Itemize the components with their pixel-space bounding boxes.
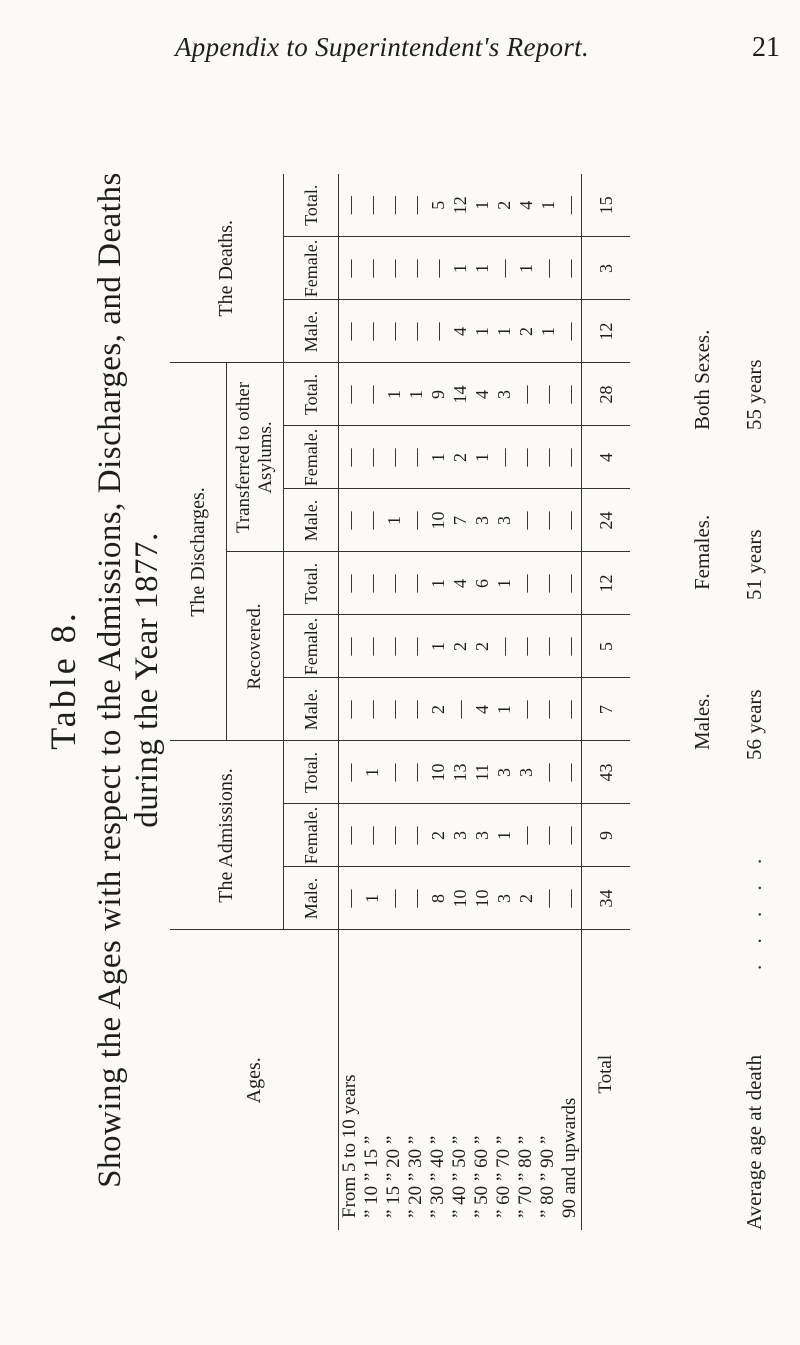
table-row bbox=[537, 174, 559, 1230]
table-cell: 12 bbox=[449, 174, 471, 237]
table-cell: 1 bbox=[493, 678, 515, 741]
table-cell: — bbox=[339, 489, 362, 552]
total-cell: 5 bbox=[582, 615, 631, 678]
table-cell: — bbox=[361, 804, 383, 867]
table-cell: 1 bbox=[405, 363, 427, 426]
table-cell: 1 bbox=[427, 426, 449, 489]
table-cell: 2 bbox=[427, 804, 449, 867]
table-cell: 1 bbox=[515, 237, 537, 300]
discharges-header: The Discharges. bbox=[170, 363, 227, 741]
table-cell: — bbox=[339, 804, 362, 867]
table-row bbox=[405, 174, 427, 1230]
table-cell: — bbox=[537, 489, 559, 552]
table-cell: — bbox=[383, 678, 405, 741]
table-body bbox=[339, 174, 631, 1230]
table-cell: — bbox=[559, 804, 582, 867]
table-cell: — bbox=[405, 678, 427, 741]
table-cell: — bbox=[361, 615, 383, 678]
males-value: 56 years bbox=[742, 689, 766, 760]
table-cell: 1 bbox=[471, 426, 493, 489]
table-cell: 14 bbox=[449, 363, 471, 426]
table-cell: 2 bbox=[449, 426, 471, 489]
females-header: Females. bbox=[690, 514, 714, 590]
age-range: ” 40 ” 50 ” bbox=[449, 1135, 470, 1218]
total-cell: 7 bbox=[582, 678, 631, 741]
transferred-header: Transferred to other Asylums. bbox=[227, 363, 284, 552]
table-cell: — bbox=[559, 237, 582, 300]
males-header: Males. bbox=[690, 693, 714, 750]
table-cell: — bbox=[537, 426, 559, 489]
table-cell: 8 bbox=[427, 867, 449, 930]
table-cell: 3 bbox=[515, 741, 537, 804]
table-cell: 13 bbox=[449, 741, 471, 804]
age-range: From 5 to 10 years bbox=[339, 1074, 360, 1218]
total-cell: 9 bbox=[582, 804, 631, 867]
table-cell: — bbox=[559, 552, 582, 615]
col-male: Male. bbox=[284, 300, 339, 363]
age-range: ” 50 ” 60 ” bbox=[471, 1135, 492, 1218]
table-cell: 11 bbox=[471, 741, 493, 804]
table-cell: — bbox=[361, 237, 383, 300]
table-cell: — bbox=[339, 678, 362, 741]
table-cell: 4 bbox=[515, 174, 537, 237]
table-cell: — bbox=[361, 363, 383, 426]
table-row bbox=[515, 174, 537, 1230]
age-range: ” 10 ” 15 ” bbox=[361, 1135, 382, 1218]
table-cell: — bbox=[493, 237, 515, 300]
table-cell: 1 bbox=[493, 552, 515, 615]
rotated-table-region bbox=[0, 60, 800, 1300]
table-cell: — bbox=[559, 867, 582, 930]
table-cell: — bbox=[361, 489, 383, 552]
table-cell: 2 bbox=[449, 615, 471, 678]
table-cell: 1 bbox=[383, 489, 405, 552]
age-range: ” 30 ” 40 ” bbox=[427, 1135, 448, 1218]
table-cell: 3 bbox=[471, 489, 493, 552]
table-cell: — bbox=[427, 300, 449, 363]
table-cell: — bbox=[449, 678, 471, 741]
table-row bbox=[383, 174, 405, 1230]
table-cell: — bbox=[383, 300, 405, 363]
table-cell: 10 bbox=[427, 489, 449, 552]
age-range: ” 60 ” 70 ” bbox=[493, 1135, 514, 1218]
table-cell: 1 bbox=[471, 237, 493, 300]
table-cell: — bbox=[559, 300, 582, 363]
total-label: Total bbox=[582, 930, 631, 1230]
table-cell: — bbox=[361, 174, 383, 237]
table-cell: — bbox=[383, 804, 405, 867]
deaths-header: The Deaths. bbox=[170, 174, 284, 363]
table-cell: — bbox=[515, 615, 537, 678]
table-cell: — bbox=[405, 552, 427, 615]
table-cell: — bbox=[537, 867, 559, 930]
table-row bbox=[471, 174, 493, 1230]
table-cell: — bbox=[405, 426, 427, 489]
table-cell: — bbox=[405, 615, 427, 678]
table-row bbox=[559, 174, 582, 1230]
total-cell: 12 bbox=[582, 300, 631, 363]
col-male: Male. bbox=[284, 489, 339, 552]
table-cell: — bbox=[405, 804, 427, 867]
age-range: ” 80 ” 90 ” bbox=[537, 1135, 558, 1218]
table-cell: 10 bbox=[471, 867, 493, 930]
table-cell: 3 bbox=[493, 741, 515, 804]
col-male: Male. bbox=[284, 678, 339, 741]
table-cell: — bbox=[537, 678, 559, 741]
table-cell: — bbox=[383, 426, 405, 489]
table-cell: 1 bbox=[471, 174, 493, 237]
table-cell: — bbox=[493, 426, 515, 489]
table-cell: — bbox=[339, 552, 362, 615]
table-cell: — bbox=[405, 867, 427, 930]
table-cell: 4 bbox=[449, 552, 471, 615]
table-cell: — bbox=[537, 363, 559, 426]
table-cell: 1 bbox=[361, 741, 383, 804]
total-cell: 4 bbox=[582, 426, 631, 489]
table-cell: — bbox=[537, 741, 559, 804]
total-cell: 12 bbox=[582, 552, 631, 615]
table-cell: — bbox=[405, 237, 427, 300]
table-row bbox=[427, 174, 449, 1230]
total-row bbox=[582, 174, 631, 1230]
table-row bbox=[493, 174, 515, 1230]
table-cell: 3 bbox=[493, 867, 515, 930]
table-cell: — bbox=[383, 174, 405, 237]
table-row bbox=[339, 174, 362, 1230]
table-cell: — bbox=[559, 489, 582, 552]
table-cell: — bbox=[383, 741, 405, 804]
table-cell: — bbox=[339, 300, 362, 363]
table-cell: — bbox=[361, 552, 383, 615]
total-cell: 24 bbox=[582, 489, 631, 552]
col-total: Total. bbox=[284, 174, 339, 237]
table-cell: 3 bbox=[493, 489, 515, 552]
table-cell: — bbox=[405, 300, 427, 363]
table-cell: 1 bbox=[493, 804, 515, 867]
table-cell: — bbox=[405, 489, 427, 552]
page-number: 21 bbox=[752, 32, 780, 63]
table-cell: 6 bbox=[471, 552, 493, 615]
table-cell: 1 bbox=[449, 237, 471, 300]
table-cell: — bbox=[361, 426, 383, 489]
table-caption: Showing the Ages with respect to the Admissions, Discharges, and Deaths during the Year 1877. bbox=[92, 172, 165, 1188]
table-cell: 4 bbox=[449, 300, 471, 363]
table-cell: 1 bbox=[427, 552, 449, 615]
table-cell: 1 bbox=[361, 867, 383, 930]
table-cell: — bbox=[559, 426, 582, 489]
table-label: Table 8. bbox=[43, 610, 83, 750]
recovered-header: Recovered. bbox=[227, 552, 284, 741]
table-8 bbox=[0, 60, 800, 1300]
table-cell: — bbox=[537, 552, 559, 615]
col-total: Total. bbox=[284, 741, 339, 804]
col-female: Female. bbox=[284, 804, 339, 867]
table-cell: — bbox=[537, 237, 559, 300]
table-cell: — bbox=[537, 804, 559, 867]
total-cell: 3 bbox=[582, 237, 631, 300]
table-cell: — bbox=[559, 615, 582, 678]
table-cell: 1 bbox=[537, 300, 559, 363]
table-cell: — bbox=[559, 363, 582, 426]
table-cell: 1 bbox=[537, 174, 559, 237]
age-range: 90 and upwards bbox=[559, 1097, 580, 1218]
running-title: Appendix to Superintendent's Report. bbox=[175, 32, 589, 62]
table-cell: — bbox=[361, 300, 383, 363]
table-cell: — bbox=[515, 489, 537, 552]
both-sexes-value: 55 years bbox=[742, 359, 766, 430]
table-cell: — bbox=[515, 363, 537, 426]
table-cell: — bbox=[493, 615, 515, 678]
table-cell: 2 bbox=[427, 678, 449, 741]
table-cell: 2 bbox=[515, 300, 537, 363]
ages-header: Ages. bbox=[170, 930, 339, 1230]
females-value: 51 years bbox=[742, 529, 766, 600]
col-female: Female. bbox=[284, 237, 339, 300]
table-row bbox=[361, 174, 383, 1230]
total-cell: 34 bbox=[582, 867, 631, 930]
table-cell: — bbox=[339, 237, 362, 300]
admissions-header: The Admissions. bbox=[170, 741, 284, 930]
col-total: Total. bbox=[284, 552, 339, 615]
table-cell: 5 bbox=[427, 174, 449, 237]
table-cell: — bbox=[405, 174, 427, 237]
col-female: Female. bbox=[284, 426, 339, 489]
total-cell: 28 bbox=[582, 363, 631, 426]
table-cell: — bbox=[515, 552, 537, 615]
table-cell: — bbox=[383, 615, 405, 678]
table-cell: — bbox=[383, 237, 405, 300]
total-cell: 15 bbox=[582, 174, 631, 237]
table-cell: — bbox=[339, 363, 362, 426]
table-cell: — bbox=[559, 174, 582, 237]
age-range: ” 15 ” 20 ” bbox=[383, 1135, 404, 1218]
table-cell: 9 bbox=[427, 363, 449, 426]
table-cell: — bbox=[427, 237, 449, 300]
table-cell: 1 bbox=[471, 300, 493, 363]
table-cell: 4 bbox=[471, 678, 493, 741]
table-cell: — bbox=[339, 867, 362, 930]
table-cell: 7 bbox=[449, 489, 471, 552]
table-cell: — bbox=[515, 426, 537, 489]
col-male: Male. bbox=[284, 867, 339, 930]
table-cell: — bbox=[383, 552, 405, 615]
table-cell: — bbox=[339, 174, 362, 237]
table-cell: 2 bbox=[471, 615, 493, 678]
leader-dots: . . . . . bbox=[742, 850, 766, 970]
table-cell: 1 bbox=[383, 363, 405, 426]
table-cell: — bbox=[559, 741, 582, 804]
table-cell: 1 bbox=[427, 615, 449, 678]
table-cell: 10 bbox=[449, 867, 471, 930]
table-cell: 4 bbox=[471, 363, 493, 426]
age-range: ” 70 ” 80 ” bbox=[515, 1135, 536, 1218]
table-cell: 1 bbox=[493, 300, 515, 363]
col-female: Female. bbox=[284, 615, 339, 678]
both-sexes-header: Both Sexes. bbox=[690, 329, 714, 430]
table-cell: — bbox=[559, 678, 582, 741]
table-cell: 2 bbox=[493, 174, 515, 237]
table-cell: 10 bbox=[427, 741, 449, 804]
age-range: ” 20 ” 30 ” bbox=[405, 1135, 426, 1218]
table-cell: 3 bbox=[449, 804, 471, 867]
table-cell: — bbox=[339, 615, 362, 678]
table-cell: — bbox=[537, 615, 559, 678]
table-cell: — bbox=[405, 741, 427, 804]
col-total: Total. bbox=[284, 363, 339, 426]
table-cell: — bbox=[383, 867, 405, 930]
ages-table bbox=[170, 174, 630, 1230]
table-row bbox=[449, 174, 471, 1230]
table-cell: — bbox=[515, 678, 537, 741]
table-cell: — bbox=[361, 678, 383, 741]
table-cell: 3 bbox=[471, 804, 493, 867]
table-cell: — bbox=[339, 741, 362, 804]
table-cell: 3 bbox=[493, 363, 515, 426]
average-age-label: Average age at death bbox=[742, 1054, 766, 1230]
table-cell: — bbox=[339, 426, 362, 489]
table-cell: — bbox=[515, 804, 537, 867]
table-cell: 2 bbox=[515, 867, 537, 930]
total-cell: 43 bbox=[582, 741, 631, 804]
